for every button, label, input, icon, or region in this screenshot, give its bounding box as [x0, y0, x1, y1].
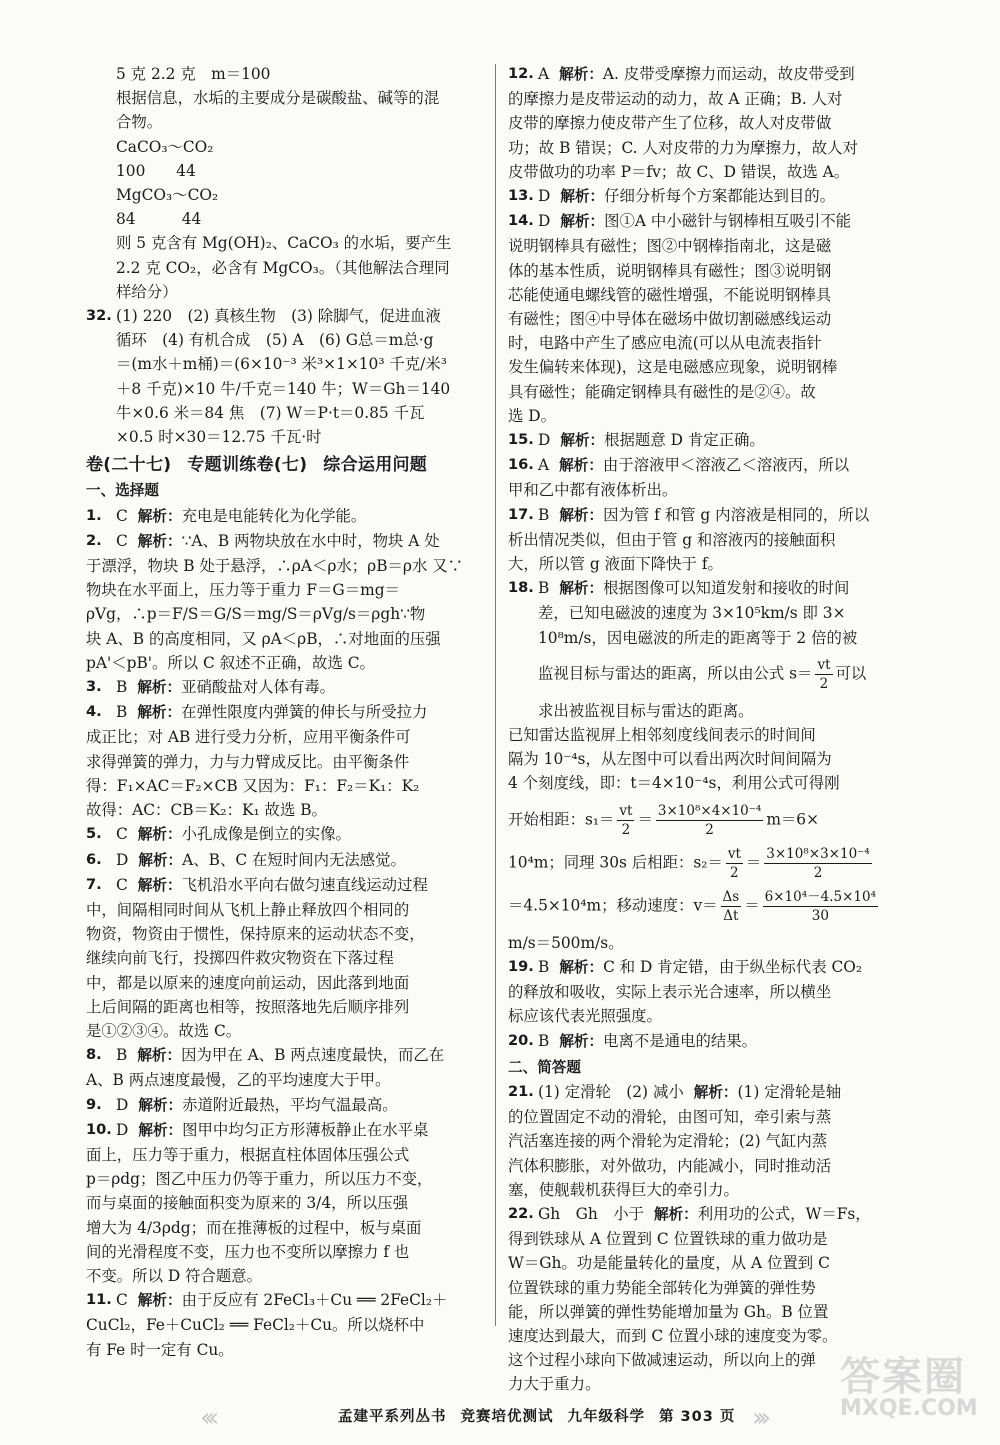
question-number: 19.	[508, 957, 534, 975]
text-line: pA'＜pB'。所以 C 叙述不正确，故选 C。	[86, 653, 375, 672]
text-line: 块 A、B 的高度相同，又 ρA＜ρB，∴对地面的压强	[86, 629, 441, 648]
first-line	[538, 428, 920, 453]
book-name: 竞赛培优测试	[460, 1409, 554, 1425]
text-line: 亚硝酸盐对人体有毒。	[181, 678, 336, 697]
text-line: 标应该代表光照强度。	[508, 1007, 662, 1026]
text-line: 赤道附近最热，平均气温最高。	[182, 1095, 398, 1114]
first-line	[538, 1080, 920, 1105]
left-column	[86, 62, 484, 1362]
text-line: m/s＝500m/s。	[508, 933, 624, 952]
paper-title	[86, 453, 484, 477]
text-line: 2.2 克 CO₂，必含有 MgCO₃。（其他解法合理同	[116, 258, 450, 277]
text-line: 充电是电能转化为化学能。	[181, 506, 367, 525]
answer-choice: C	[116, 1291, 128, 1310]
first-line	[116, 1118, 484, 1143]
text-line: 求出被监视目标与雷达的距离。	[538, 701, 754, 720]
analysis-label: 解析：	[137, 1292, 182, 1310]
text-line: 物块在水平面上，压力等于重力 F＝G＝mg＝	[86, 581, 400, 600]
text-line: (1) 定滑轮是轴	[737, 1082, 842, 1101]
text-line: 汽体积膨胀，对外做功，内能减小，同时推动活	[508, 1156, 832, 1175]
analysis-label: 解析：	[137, 704, 182, 722]
title-part: 专题训练卷(七)	[187, 455, 308, 476]
text-line: 故得：AC：CB＝K₂：K₁ 故选 B。	[86, 801, 327, 820]
intro-block	[86, 62, 484, 304]
text-line: A、B、C 在短时间内无法感觉。	[182, 850, 406, 869]
answer-item	[508, 1029, 920, 1054]
text-line: 利用功的公式，W＝Fs，	[697, 1204, 871, 1223]
text-line: 因为甲在 A、B 两点速度最快，而乙在	[181, 1046, 445, 1065]
first-line	[116, 700, 484, 725]
text-line: 小孔成像是倒立的实像。	[181, 825, 351, 844]
text-line: 大，所以管 g 液面下降快于 f。	[508, 555, 723, 574]
answer-choice: A	[538, 65, 550, 83]
text-line: C 和 D 肯定错，由于纵坐标代表 CO₂	[603, 957, 863, 976]
answer-choice: C	[116, 875, 128, 894]
text-line: 图甲中均匀正方形薄板静止在水平桌	[182, 1120, 429, 1139]
text-line: (1) 220 (2) 真核生物 (3) 除脚气，促进血液	[116, 307, 441, 326]
watermark-logo: 答案圈	[840, 1354, 966, 1400]
answer-item	[86, 822, 484, 847]
question-number: 13.	[508, 187, 534, 205]
title-part: 综合运用问题	[323, 455, 428, 476]
answer-choice: B	[116, 1046, 128, 1065]
answer-item	[86, 1118, 484, 1288]
analysis-label: 解析：	[137, 679, 182, 697]
answer-choice: D	[538, 187, 551, 206]
question-number: 2.	[86, 531, 102, 549]
answer-choice: B	[538, 505, 550, 524]
text-line: 合物。	[116, 113, 163, 132]
answer-choice: B	[116, 703, 128, 722]
question-number: 18.	[508, 579, 534, 597]
text-line: 4 个刻度线，即：t＝4×10⁻⁴s，利用公式可得刚	[508, 774, 840, 793]
text-line: 100 44	[116, 161, 196, 180]
analysis-label: 解析：	[559, 580, 604, 598]
text-line: 塞，使舰载机获得巨大的牵引力。	[508, 1180, 739, 1199]
text-line: W＝Gh。功是能量转化的量度，从 A 位置到 C	[508, 1254, 830, 1273]
analysis-label: 解析：	[560, 432, 605, 450]
text-line: 隔为 10⁻⁴s，从左图中可以看出两次时间间隔为	[508, 750, 832, 769]
text-line: 时，电路中产生了感应电流(可以从电流表指针	[508, 334, 822, 353]
formula-line: 开始相距：s₁＝ $\frac{vt}{2}$ ＝ $\frac{\text{3×10⁸×4×10⁻⁴}}{2}$ m＝6×	[508, 802, 819, 838]
text-line: 有 Fe 时一定有 Cu。	[86, 1340, 234, 1359]
answer-choice: D	[116, 850, 129, 869]
text-line: 已知雷达监视屏上相邻刻度线间表示的时间间	[508, 726, 816, 745]
answer-choice: D	[116, 1095, 129, 1114]
text-line: 体的基本性质，说明钢棒具有磁性；图③说明钢	[508, 261, 832, 280]
text-line: 说明钢棒具有磁性；图②中钢棒指南北，这是磁	[508, 237, 832, 256]
text-line: 因为管 f 和管 g 内溶液是相同的，所以	[603, 505, 870, 524]
text-line: 的位置固定不动的滑轮，由图可知，牵引索与蒸	[508, 1108, 832, 1127]
answer-item	[508, 453, 920, 502]
question-number: 5.	[86, 825, 102, 843]
fraction: $\frac{\Delta s}{\Delta t}$	[722, 888, 740, 924]
first-line	[116, 675, 484, 700]
analysis-label: 解析：	[138, 851, 183, 869]
text-line: ＋8 千克)×10 牛/千克＝140 牛；W＝Gh＝140	[116, 379, 451, 398]
text-line: 发生偏转来体现)，这是电磁感应现象，说明钢棒	[508, 358, 838, 377]
question-number: 4.	[86, 703, 102, 721]
answer-item	[508, 184, 920, 209]
answer-choice: B	[538, 1031, 550, 1050]
fraction: $\frac{\text{3×10⁸×3×10⁻⁴}}{2}$	[766, 845, 870, 881]
chevron-right-icon: ›››	[752, 1403, 766, 1433]
question-number: 12.	[508, 65, 534, 82]
text-line: 电离不是通电的结果。	[603, 1031, 758, 1050]
answer-item	[86, 1288, 484, 1362]
answer-item	[86, 1093, 484, 1118]
analysis-label: 解析：	[560, 188, 605, 206]
text-line: 的摩擦力是皮带运动的动力，故 A 正确；B. 人对	[508, 90, 843, 109]
answer-item	[86, 700, 484, 822]
text-line: 于漂浮，物块 B 处于悬浮，∴ρA＜ρ水；ρB＝ρ水 又∵	[86, 557, 464, 576]
text-line: 能，所以弹簧的弹性势能增加量为 Gh。B 位置	[508, 1302, 829, 1321]
analysis-label: 解析：	[138, 1096, 183, 1114]
text-line: 得到铁球从 A 位置到 C 位置铁球的重力做功是	[508, 1230, 828, 1249]
text-line: 根据图像可以知道发射和接收的时间	[603, 579, 850, 598]
question-number: 22.	[508, 1204, 534, 1222]
first-line	[116, 504, 484, 529]
first-line	[538, 209, 920, 234]
first-line	[538, 955, 920, 980]
question-number: 16.	[508, 456, 534, 474]
first-line	[538, 1029, 920, 1054]
answer-choice: C	[116, 506, 128, 525]
text-line: 图①A 中小磁针与钢棒相互吸引不能	[604, 212, 852, 231]
text-line: 增大为 4/3ρdg；而在推薄板的过程中，板与桌面	[86, 1218, 422, 1237]
formula-line: 10⁴m；同理 30s 后相距：s₂＝ $\frac{vt}{2}$ ＝ $\frac{\text{3×10⁸×3×10⁻⁴}}{2}$	[508, 845, 870, 881]
text-line: 物资，物资由于惯性，保持原来的运动状态不变，	[86, 925, 425, 944]
text-line: 中，都是以原来的速度向前运动，因此落到地面	[86, 973, 410, 992]
analysis-label: 解析：	[560, 213, 605, 231]
question-number: 6.	[86, 850, 102, 868]
question-number: 3.	[86, 678, 102, 696]
answer-item	[86, 675, 484, 700]
text-line: CuCl₂，Fe＋CuCl₂ ══ FeCl₂＋Cu。所以烧杯中	[86, 1316, 425, 1335]
text-line: 是①②③④。故选 C。	[86, 1021, 242, 1040]
text-line: 由于反应有 2FeCl₃＋Cu ══ 2FeCl₂＋	[181, 1291, 448, 1310]
analysis-label: 解析：	[137, 876, 182, 894]
answer-choice: B	[116, 678, 128, 697]
watermark-url: MXQE.COM	[840, 1396, 978, 1421]
text-line: 有磁性；图④中导体在磁场中做切割磁感线运动	[508, 310, 832, 329]
text-line: 由于溶液甲＜溶液乙＜溶液丙，所以	[602, 456, 850, 475]
text-line: 面上，压力等于重力，根据直柱体固体压强公式	[86, 1145, 410, 1164]
page-number: 第 303 页	[659, 1409, 736, 1425]
answer-choice: B	[538, 579, 550, 598]
text-line: 皮带的摩擦力使皮带产生了位移，故人对皮带做	[508, 114, 832, 133]
text-line: 84 44	[116, 210, 202, 229]
answer-list	[508, 62, 920, 576]
first-line	[538, 503, 920, 528]
text-line: 得：F₁×AC＝F₂×CB 又因为：F₁：F₂＝K₁：K₂	[86, 776, 420, 795]
text-line: 上后间隔的距离也相等，按照落地先后顺序排列	[86, 997, 410, 1016]
answer-choice: C	[116, 825, 128, 844]
first-line	[116, 1043, 484, 1068]
analysis-label: 解析：	[559, 66, 603, 83]
question-number: 17.	[508, 505, 534, 523]
first-line	[116, 1093, 484, 1118]
answer-choice: C	[116, 531, 128, 550]
text-line: 间的光滑程度不变，压力也不变所以摩擦力 f 也	[86, 1242, 410, 1261]
analysis-label: 解析：	[653, 1205, 698, 1223]
answer-choice: B	[538, 957, 550, 976]
answer-item	[508, 62, 920, 184]
text-line: 选 D。	[508, 406, 557, 425]
text-line: 样给分）	[116, 282, 178, 301]
first-line	[538, 453, 920, 478]
text-line: 的释放和吸收，实际上表示光合速率，所以横坐	[508, 983, 832, 1002]
text-line: 位置铁球的重力势能全部转化为弹簧的弹性势	[508, 1278, 816, 1297]
grade-subject: 九年级科学	[567, 1409, 645, 1425]
question-number: 7.	[86, 875, 102, 893]
title-part: 卷(二十七)	[86, 455, 172, 476]
fraction: $\frac{\text{6×10⁴－4.5×10⁴}}{30}$	[764, 888, 877, 924]
text-line: 循环 (4) 有机合成 (5) A (6) G总＝m总·g	[116, 331, 434, 350]
first-line	[538, 62, 920, 87]
text-line: 仔细分析每个方案都能达到目的。	[604, 187, 836, 206]
footer-text	[338, 1405, 749, 1426]
first-line	[116, 1288, 484, 1313]
answer-choice: D	[538, 212, 551, 231]
text-line: 求得弹簧的弹力，力与力臂成反比。由平衡条件	[86, 752, 410, 771]
column-divider	[495, 64, 496, 1326]
text-line: 10⁸m/s，因电磁波的所走的距离等于 2 倍的被	[538, 628, 858, 647]
text-line: 汽活塞连接的两个滑轮为定滑轮；(2) 气缸内蒸	[508, 1132, 828, 1151]
answer-list	[86, 504, 484, 1362]
analysis-label: 解析：	[559, 506, 604, 524]
chevron-left-icon: ‹‹‹	[200, 1403, 214, 1433]
text-line: 牛×0.6 米＝84 焦 (7) W＝P·t＝0.85 千瓦	[116, 403, 425, 422]
answer-choice: D	[538, 431, 551, 450]
answer-choice: D	[116, 1120, 129, 1139]
first-line	[538, 1202, 920, 1227]
text-line: 速度达到最大，而到 C 位置小球的速度变为零。	[508, 1326, 838, 1345]
formula-line: 监视目标与雷达的距离，所以由公式 s＝ $\frac{vt}{2}$ 可以	[538, 656, 867, 692]
text-line: A. 皮带受摩擦力而运动，故皮带受到	[602, 65, 855, 83]
question-number: 8.	[86, 1046, 102, 1064]
first-line	[116, 822, 484, 847]
text-line: 皮带做功的功率 P＝fv；故 C、D 错误，故选 A。	[508, 162, 850, 181]
text-line: 5 克 2.2 克 m＝100	[116, 65, 271, 83]
text-line: 甲和乙中都有液体析出。	[508, 481, 678, 500]
question-number: 20.	[508, 1031, 534, 1049]
analysis-label: 解析：	[559, 1032, 604, 1050]
question-number: 32.	[86, 307, 112, 325]
text-line: 中，间隔相同时间从飞机上静止释放四个相同的	[86, 900, 410, 919]
answer-item	[508, 503, 920, 577]
fraction: $\frac{vt}{2}$	[727, 845, 741, 881]
question-number: 14.	[508, 212, 534, 230]
answer-item	[86, 529, 484, 675]
text-line: 则 5 克含有 Mg(OH)₂、CaCO₃ 的水垢，要产生	[116, 234, 452, 253]
analysis-label: 解析：	[137, 826, 182, 844]
answer-choice: Gh Gh 小于	[538, 1204, 644, 1223]
analysis-label: 解析：	[693, 1083, 738, 1101]
text-line: ＝(m水＋m桶)＝(6×10⁻³ 米³×1×10³ 千克/米³	[116, 355, 447, 374]
answer-list	[508, 955, 920, 1054]
fraction: $\frac{\text{3×10⁸×4×10⁻⁴}}{2}$	[657, 802, 762, 838]
text-line: 在弹性限度内弹簧的伸长与所受拉力	[181, 703, 428, 722]
text-line: 芯能使通电螺线管的磁性增强，不能说明钢棒具	[508, 285, 832, 304]
fraction: $\frac{vt}{2}$	[817, 656, 831, 692]
analysis-label: 解析：	[137, 1047, 182, 1065]
text-line: 力大于重力。	[508, 1375, 601, 1394]
question-number: 1.	[86, 506, 102, 524]
text-line: 这个过程小球向下做减速运动，所以向上的弹	[508, 1351, 816, 1370]
text-line: 功；故 B 错误；C. 人对皮带的力为摩擦力，故人对	[508, 138, 858, 157]
text-line: 成正比；对 AB 进行受力分析，应用平衡条件可	[86, 728, 411, 747]
answer-item	[508, 1080, 920, 1202]
question-number: 15.	[508, 431, 534, 449]
fraction: $\frac{vt}{2}$	[619, 802, 633, 838]
text-line: CaCO₃～CO₂	[116, 137, 214, 156]
answer-item	[86, 504, 484, 529]
text-line: p＝ρdg；图乙中压力仍等于重力，所以压力不变，	[86, 1170, 433, 1189]
watermark	[840, 1345, 980, 1435]
text-line: ×0.5 时×30＝12.75 千瓦·时	[116, 428, 322, 447]
text-line: ∵A、B 两物块放在水中时，物块 A 处	[181, 531, 440, 550]
analysis-label: 解析：	[559, 958, 604, 976]
section-heading: 二、简答题	[508, 1058, 581, 1076]
answer-item	[86, 848, 484, 873]
question-18	[508, 576, 920, 955]
first-line	[116, 848, 484, 873]
text-line: 根据信息，水垢的主要成分是碳酸盐、碱等的混	[116, 89, 440, 108]
analysis-label: 解析：	[137, 507, 182, 525]
question-number: 10.	[86, 1120, 112, 1138]
text-line: 飞机沿水平向右做匀速直线运动过程	[181, 875, 428, 894]
text-line: 继续向前飞行，投掷四件救灾物资在下落过程	[86, 949, 394, 968]
first-line	[116, 873, 484, 898]
answer-item	[86, 873, 484, 1043]
text-line: 具有磁性；能确定钢棒具有磁性的是②④。故	[508, 382, 816, 401]
section-heading: 一、选择题	[86, 482, 159, 500]
text-line: A、B 两点速度最慢，乙的平均速度大于甲。	[86, 1071, 391, 1090]
question-32	[86, 304, 484, 449]
answer-item	[508, 209, 920, 428]
question-number: 21.	[508, 1082, 534, 1100]
text-line: 差，已知电磁波的速度为 3×10⁵km/s 即 3×	[538, 604, 846, 623]
answer-item	[86, 1043, 484, 1092]
text-line: MgCO₃～CO₂	[116, 186, 219, 205]
answer-choice: A	[538, 456, 550, 475]
text-line: ρVg，∴p＝F/S＝G/S＝mg/S＝ρVg/s＝ρgh∵物	[86, 605, 426, 624]
text-line: 不变。所以 D 符合题意。	[86, 1266, 263, 1285]
series-name: 孟建平系列丛书	[338, 1409, 447, 1425]
right-column	[508, 62, 920, 1397]
analysis-label: 解析：	[559, 457, 603, 475]
question-number: 11.	[86, 1291, 112, 1309]
analysis-label: 解析：	[137, 532, 182, 550]
answer-item	[508, 428, 920, 453]
text-line: 而与桌面的接触面积变为原来的 3/4，所以压强	[86, 1194, 409, 1213]
answer-choice: (1) 定滑轮 (2) 减小	[538, 1082, 684, 1101]
analysis-label: 解析：	[138, 1121, 183, 1139]
first-line	[116, 529, 484, 554]
formula-line: ＝4.5×10⁴m；移动速度：v＝ $\frac{\Delta s}{\Delta t}$ ＝ $\frac{\text{6×10⁴－4.5×10⁴}}{30}$	[508, 888, 877, 924]
text-line: 析出情况类似，但由于管 g 和溶液丙的接触面积	[508, 530, 836, 549]
question-number: 9.	[86, 1095, 102, 1113]
answer-item	[508, 955, 920, 1029]
first-line	[538, 184, 920, 209]
text-line: 根据题意 D 肯定正确。	[604, 431, 765, 450]
